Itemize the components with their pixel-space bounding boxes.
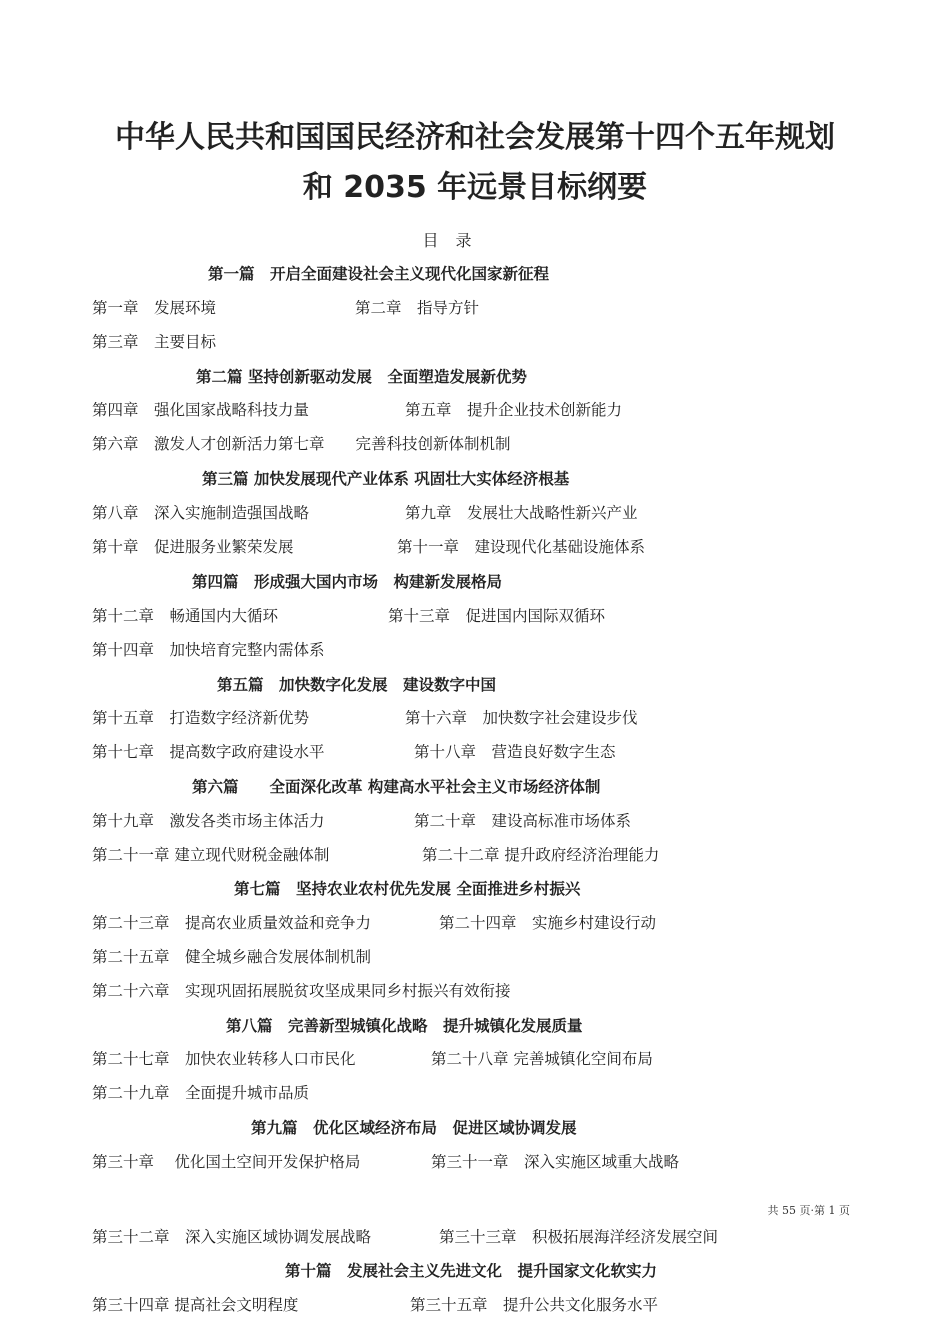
chapter-entry[interactable]: 第二章 指导方针 <box>355 299 480 317</box>
part-heading: 第三篇 加快发展现代产业体系 巩固壮大实体经济根基 <box>202 470 570 488</box>
chapter-entry[interactable]: 第十四章 加快培育完整内需体系 <box>92 641 325 659</box>
chapter-entry[interactable]: 第十六章 加快数字社会建设步伐 <box>405 709 638 727</box>
part-heading: 第九篇 优化区域经济布局 促进区域协调发展 <box>251 1119 577 1137</box>
page-footer: 共 55 页·第 1 页 <box>767 1204 850 1217</box>
chapter-entry[interactable]: 第二十八章 完善城镇化空间布局 <box>431 1050 653 1068</box>
chapter-entry[interactable]: 第二十四章 实施乡村建设行动 <box>439 914 657 932</box>
chapter-entry[interactable]: 第八章 深入实施制造强国战略 <box>92 504 310 522</box>
chapter-entry[interactable]: 第三十章 优化国土空间开发保护格局 <box>92 1153 361 1171</box>
chapter-entry[interactable]: 第二十九章 全面提升城市品质 <box>92 1084 310 1102</box>
chapter-entry[interactable]: 第五章 提升企业技术创新能力 <box>405 401 623 419</box>
chapter-entry[interactable]: 第十一章 建设现代化基础设施体系 <box>397 538 646 556</box>
chapter-entry[interactable]: 第三十三章 积极拓展海洋经济发展空间 <box>439 1228 719 1246</box>
part-heading: 第四篇 形成强大国内市场 构建新发展格局 <box>192 573 503 591</box>
chapter-entry[interactable]: 第三十二章 深入实施区域协调发展战略 <box>92 1228 372 1246</box>
part-heading: 第七篇 坚持农业农村优先发展 全面推进乡村振兴 <box>234 880 581 898</box>
chapter-entry[interactable]: 第十八章 营造良好数字生态 <box>414 743 616 761</box>
chapter-entry[interactable]: 第十九章 激发各类市场主体活力 <box>92 812 325 830</box>
document-title-line2: 和 2035 年远景目标纲要 <box>302 170 648 205</box>
part-heading: 第五篇 加快数字化发展 建设数字中国 <box>217 676 497 694</box>
chapter-entry[interactable]: 第十二章 畅通国内大循环 <box>92 607 279 625</box>
chapter-entry[interactable]: 第三十五章 提升公共文化服务水平 <box>410 1296 659 1314</box>
part-heading: 第八篇 完善新型城镇化战略 提升城镇化发展质量 <box>226 1017 583 1035</box>
document-title-line1: 中华人民共和国国民经济和社会发展第十四个五年规划 <box>115 120 835 155</box>
chapter-entry[interactable]: 第三章 主要目标 <box>92 333 217 351</box>
chapter-entry[interactable]: 第六章 激发人才创新活力第七章 完善科技创新体制机制 <box>92 435 511 453</box>
chapter-entry[interactable]: 第二十七章 加快农业转移人口市民化 <box>92 1050 356 1068</box>
chapter-entry[interactable]: 第二十二章 提升政府经济治理能力 <box>422 846 660 864</box>
part-heading: 第二篇 坚持创新驱动发展 全面塑造发展新优势 <box>196 368 527 386</box>
chapter-entry[interactable]: 第四章 强化国家战略科技力量 <box>92 401 310 419</box>
part-heading: 第一篇 开启全面建设社会主义现代化国家新征程 <box>208 265 550 283</box>
part-heading: 第十篇 发展社会主义先进文化 提升国家文化软实力 <box>285 1262 658 1280</box>
chapter-entry[interactable]: 第十五章 打造数字经济新优势 <box>92 709 310 727</box>
chapter-entry[interactable]: 第十七章 提高数字政府建设水平 <box>92 743 325 761</box>
chapter-entry[interactable]: 第二十一章 建立现代财税金融体制 <box>92 846 330 864</box>
chapter-entry[interactable]: 第二十五章 健全城乡融合发展体制机制 <box>92 948 372 966</box>
chapter-entry[interactable]: 第十章 促进服务业繁荣发展 <box>92 538 294 556</box>
chapter-entry[interactable]: 第九章 发展壮大战略性新兴产业 <box>405 504 638 522</box>
chapter-entry[interactable]: 第二十六章 实现巩固拓展脱贫攻坚成果同乡村振兴有效衔接 <box>92 982 511 1000</box>
chapter-entry[interactable]: 第三十一章 深入实施区域重大战略 <box>431 1153 680 1171</box>
chapter-entry[interactable]: 第三十四章 提高社会文明程度 <box>92 1296 299 1314</box>
chapter-entry[interactable]: 第二十章 建设高标准市场体系 <box>414 812 632 830</box>
part-heading: 第六篇 全面深化改革 构建高水平社会主义市场经济体制 <box>192 778 601 796</box>
chapter-entry[interactable]: 第二十三章 提高农业质量效益和竞争力 <box>92 914 372 932</box>
toc-heading: 目 录 <box>422 231 478 250</box>
chapter-entry[interactable]: 第一章 发展环境 <box>92 299 217 317</box>
chapter-entry[interactable]: 第十三章 促进国内国际双循环 <box>388 607 606 625</box>
